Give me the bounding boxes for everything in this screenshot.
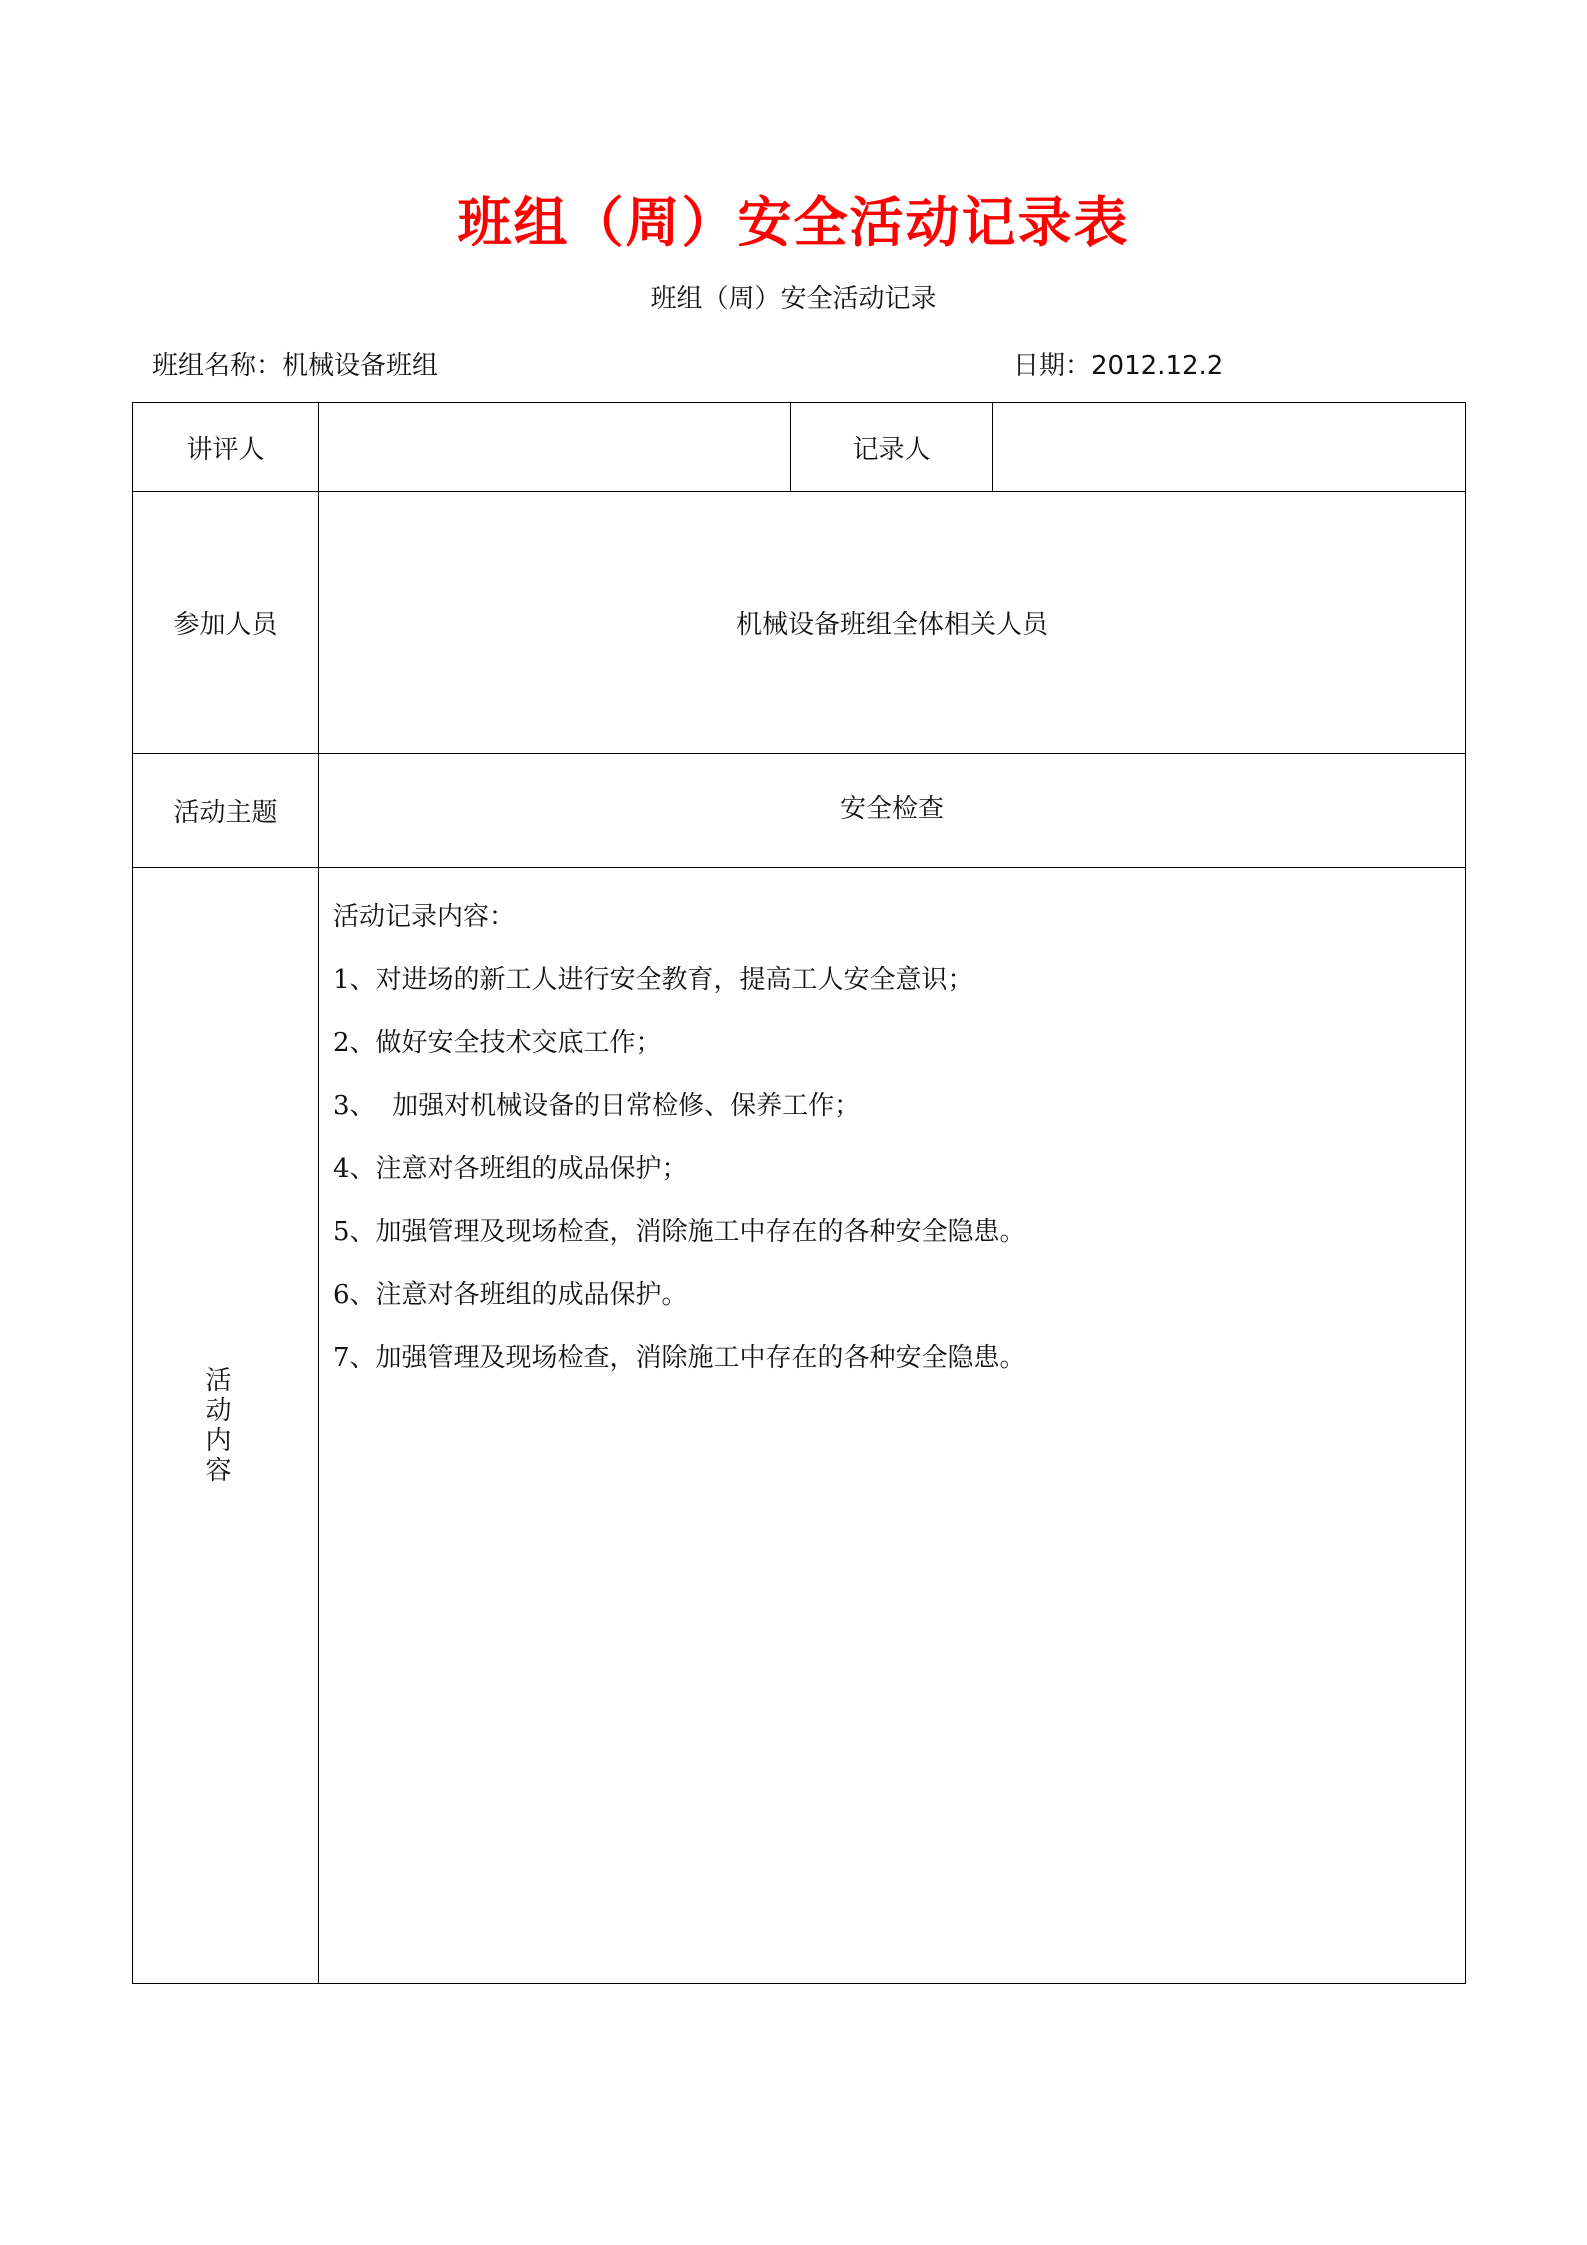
theme-row xyxy=(133,754,1466,868)
lecturer-value-cell xyxy=(319,403,791,492)
theme-label: 活动主题 xyxy=(133,754,319,868)
content-line: 5、加强管理及现场检查，消除施工中存在的各种安全隐患。 xyxy=(333,1217,1026,1247)
document-subtitle: 班组（周）安全活动记录 xyxy=(650,284,937,314)
document-title: 班组（周）安全活动记录表 xyxy=(457,190,1130,254)
date-label: 日期： xyxy=(1013,351,1092,381)
content-line: 1、对进场的新工人进行安全教育，提高工人安全意识； xyxy=(333,965,974,995)
theme-value: 安全检查 xyxy=(319,754,1466,868)
content-line: 3、 加强对机械设备的日常检修、保养工作； xyxy=(333,1091,861,1121)
team-name-label: 班组名称： xyxy=(152,351,283,381)
content-line: 2、做好安全技术交底工作； xyxy=(333,1028,662,1058)
content-line: 7、加强管理及现场检查，消除施工中存在的各种安全隐患。 xyxy=(333,1343,1026,1373)
recorder-label: 记录人 xyxy=(791,403,993,492)
content-label: 活动内容 xyxy=(205,1365,232,1486)
participants-value: 机械设备班组全体相关人员 xyxy=(319,492,1466,754)
lecturer-recorder-row xyxy=(133,403,1466,492)
participants-label: 参加人员 xyxy=(133,492,319,754)
content-cell xyxy=(319,868,1466,1984)
participants-row xyxy=(133,492,1466,754)
content-row xyxy=(133,868,1466,1984)
content-line: 4、注意对各班组的成品保护； xyxy=(333,1154,688,1184)
lecturer-label: 讲评人 xyxy=(133,403,319,492)
team-name-field xyxy=(152,345,438,382)
recorder-value-cell xyxy=(993,403,1466,492)
content-label-cell xyxy=(133,868,319,1984)
content-line: 活动记录内容： xyxy=(333,902,516,932)
date-value: 2012.12.2 xyxy=(1091,351,1224,381)
date-field xyxy=(1013,345,1223,382)
team-name-value: 机械设备班组 xyxy=(282,351,439,381)
content-line: 6、注意对各班组的成品保护。 xyxy=(333,1280,688,1310)
activity-record-table xyxy=(132,402,1466,1984)
